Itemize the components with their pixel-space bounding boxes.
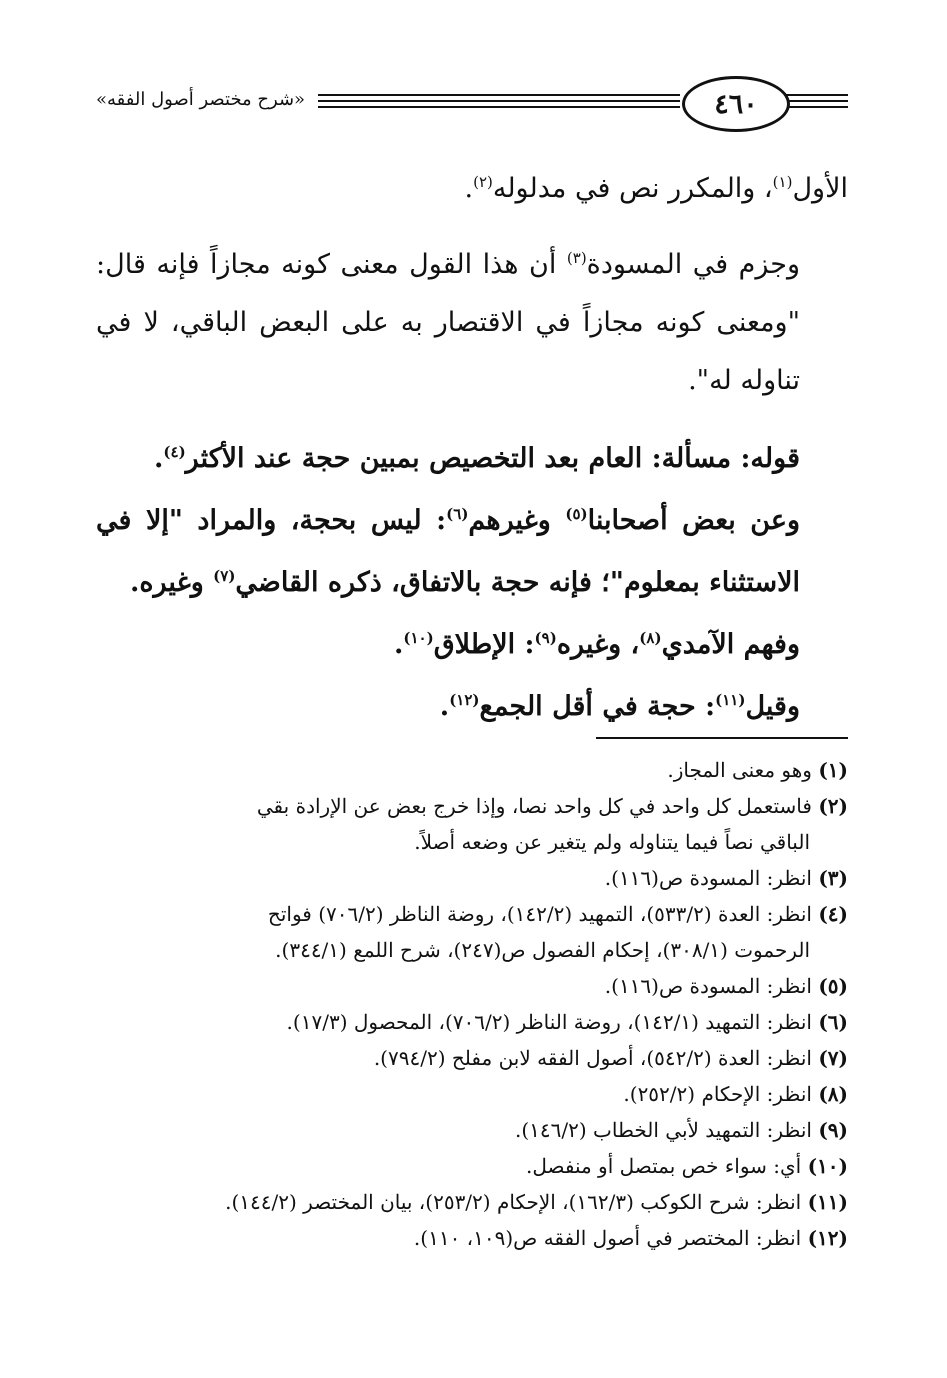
footnote bbox=[96, 752, 848, 788]
footnote-text: انظر: المسودة ص(١١٦). bbox=[604, 866, 812, 890]
footnote-separator bbox=[596, 737, 848, 739]
footnote-reference: (١٠) bbox=[403, 629, 434, 647]
footnote-number: (١١) bbox=[807, 1190, 848, 1214]
footnote-reference: (٤) bbox=[163, 443, 186, 461]
footnote-text: انظر: العدة (٥٤٢/٢)، أصول الفقه لابن مفلح (٧٩٤/٢). bbox=[373, 1046, 812, 1070]
footnote bbox=[96, 968, 848, 1004]
footnote-number: (٣) bbox=[818, 866, 848, 890]
footnote-text: فاستعمل كل واحد في كل واحد نصا، وإذا خرج بعض عن الإرادة بقي bbox=[256, 794, 812, 818]
header-rule bbox=[318, 94, 680, 96]
footnote-text-continued: الباقي نصاً فيما يتناوله ولم يتغير عن وضعه أصلاً. bbox=[414, 830, 810, 854]
footnote-text-continued: الرحموت (٣٠٨/١)، إحكام الفصول ص(٢٤٧)، شرح اللمع (٣٤٤/١). bbox=[275, 938, 810, 962]
page-number: ٤٦٠ bbox=[682, 76, 790, 132]
footnote-text: انظر: التمهيد (١٤٢/١)، روضة الناظر (٧٠٦/٢)، المحصول (١٧/٣). bbox=[286, 1010, 812, 1034]
footnote bbox=[96, 1040, 848, 1076]
footnotes bbox=[96, 752, 848, 1256]
paragraph: وجزم في المسودة$^{(٣)}$ أن هذا القول معنى كونه مجازاً فإنه قال: "ومعنى كونه مجازاً في الاقتصار به على البعض الباقي، لا في تناوله له". bbox=[96, 249, 800, 396]
main-text bbox=[96, 160, 848, 738]
footnote-text: وهو معنى المجاز. bbox=[667, 758, 812, 782]
footnote-number: (٧) bbox=[818, 1046, 848, 1070]
header-rule bbox=[786, 94, 848, 96]
footnote-number: (٨) bbox=[818, 1082, 848, 1106]
footnote-text: انظر: شرح الكوكب (١٦٢/٣)، الإحكام (٢٥٣/٢)، بيان المختصر (١٤٤/٢). bbox=[225, 1190, 802, 1214]
footnote-reference: (٢) bbox=[473, 173, 493, 191]
page-header bbox=[0, 70, 947, 134]
footnote-text: انظر: الإحكام (٢٥٢/٢). bbox=[623, 1082, 812, 1106]
paragraph: وعن بعض أصحابنا$^{(٥)}$ وغيرهم$^{(٦)}$: ليس بحجة، والمراد "إلا في الاستثناء بمعلوم"؛ فإنه حجة بالاتفاق، ذكره القاضي$^{(٧)}$ وغيره. bbox=[96, 505, 800, 598]
footnote-text: انظر: المسودة ص(١١٦). bbox=[604, 974, 812, 998]
footnote-number: (٢) bbox=[818, 794, 848, 818]
footnote bbox=[96, 1148, 848, 1184]
footnote bbox=[96, 896, 848, 968]
footnote-reference: (٥) bbox=[565, 505, 588, 523]
paragraph: الأول$^{(١)}$، والمكرر نص في مدلوله$^{(٢)}$. bbox=[464, 173, 848, 204]
header-rule bbox=[786, 106, 848, 108]
paragraph: وفهم الآمدي$^{(٨)}$، وغيره$^{(٩)}$: الإطلاق$^{(١٠)}$. bbox=[393, 629, 800, 660]
footnote bbox=[96, 1112, 848, 1148]
footnote-reference: (١١) bbox=[715, 691, 746, 709]
footnote-reference: (٧) bbox=[213, 567, 236, 585]
footnote-number: (١) bbox=[818, 758, 848, 782]
header-rule bbox=[786, 100, 848, 102]
paragraph-issue: قوله: مسألة: العام بعد التخصيص بمبين حجة عند الأكثر$^{(٤)}$. bbox=[153, 443, 800, 474]
footnote-reference: (٣) bbox=[566, 249, 587, 267]
footnote-text: انظر: العدة (٥٣٣/٢)، التمهيد (١٤٢/٢)، روضة الناظر (٧٠٦/٢) فواتح bbox=[267, 902, 812, 926]
footnote bbox=[96, 1220, 848, 1256]
footnote bbox=[96, 860, 848, 896]
header-rule bbox=[318, 100, 680, 102]
footnote-reference: (٨) bbox=[639, 629, 662, 647]
header-rule bbox=[318, 106, 680, 108]
footnote-number: (٦) bbox=[818, 1010, 848, 1034]
footnote-number: (١٠) bbox=[807, 1154, 848, 1178]
footnote-text: أي: سواء خص بمتصل أو منفصل. bbox=[525, 1154, 802, 1178]
paragraph: وقيل$^{(١١)}$: حجة في أقل الجمع$^{(١٢)}$. bbox=[439, 691, 800, 722]
footnote-number: (٤) bbox=[818, 902, 848, 926]
footnote-number: (٥) bbox=[818, 974, 848, 998]
footnote-reference: (٦) bbox=[446, 505, 469, 523]
footnote-reference: (١٢) bbox=[449, 691, 480, 709]
footnote-text: انظر: التمهيد لأبي الخطاب (١٤٦/٢). bbox=[514, 1118, 812, 1142]
running-title: «شرح مختصر أصول الفقه» bbox=[96, 89, 306, 110]
footnote bbox=[96, 788, 848, 860]
footnote bbox=[96, 1004, 848, 1040]
footnote-reference: (١) bbox=[772, 173, 793, 191]
footnote-number: (٩) bbox=[818, 1118, 848, 1142]
footnote bbox=[96, 1184, 848, 1220]
footnote bbox=[96, 1076, 848, 1112]
footnote-reference: (٩) bbox=[534, 629, 557, 647]
footnote-text: انظر: المختصر في أصول الفقه ص(١٠٩، ١١٠). bbox=[413, 1226, 802, 1250]
footnote-number: (١٢) bbox=[807, 1226, 848, 1250]
